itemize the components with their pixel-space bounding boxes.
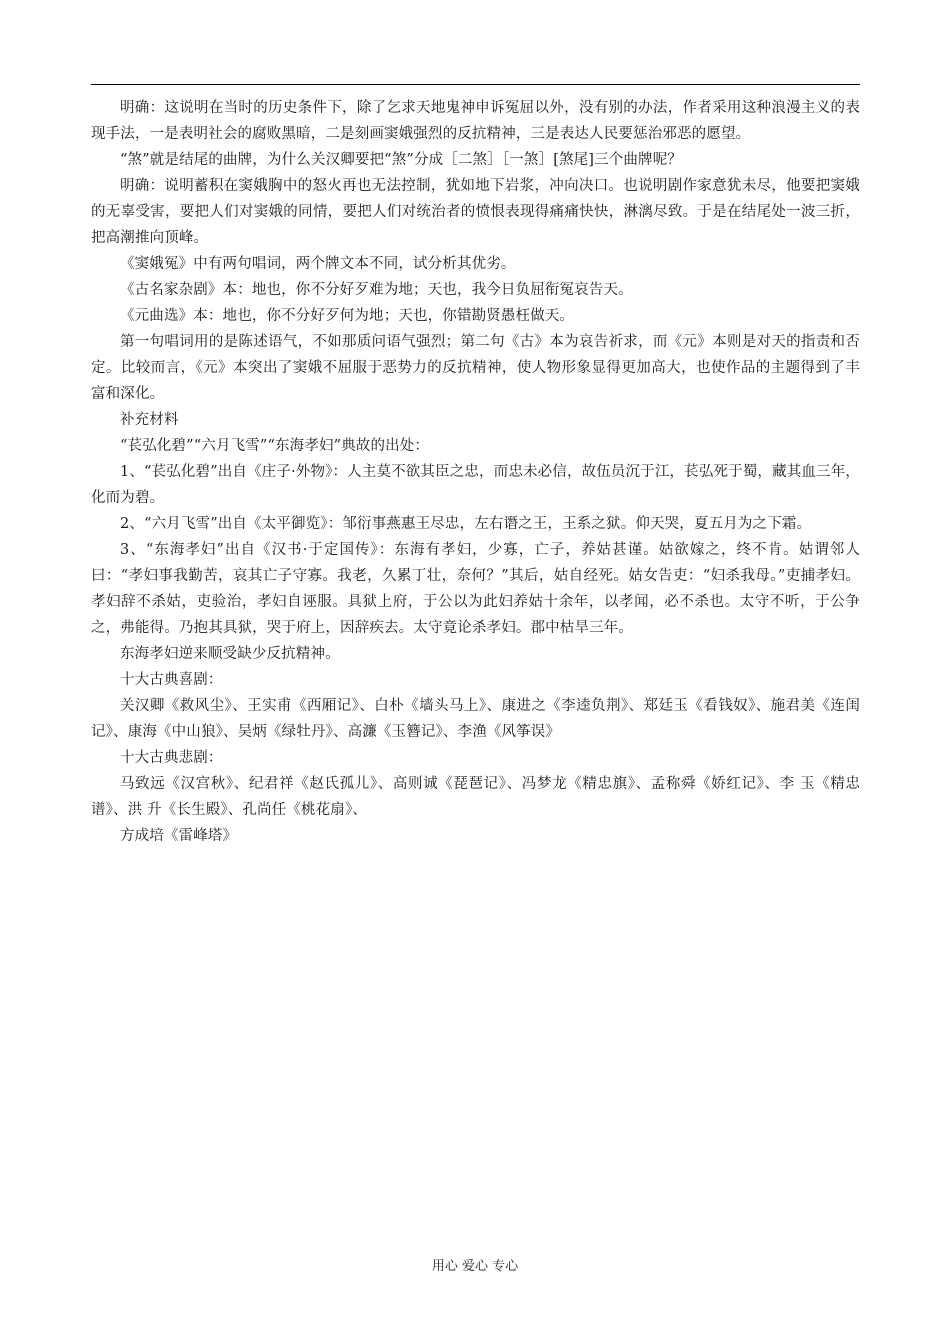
paragraph-analysis: 第一句唱词用的是陈述语气，不如那质问语气强烈；第二句《古》本为哀告祈求，而《元》本则是对天的指责和否定。比较而言，《元》本突出了窦娥不屈服于恶势力的反抗精神，使人物形象显得更加高大，也使作品的主题得到了丰富和深化。 xyxy=(91,334,860,402)
paragraph-filial-woman-note: 东海孝妇逆来顺受缺少反抗精神。 xyxy=(120,646,340,662)
section-heading-tragedies: 十大古典悲剧： xyxy=(120,750,223,766)
paragraph-allusion-2: 2、“六月飞雪”出自《太平御览》：邹衍事燕惠王尽忠，左右谮之王，王系之狱。仰天哭，夏五月为之下霜。 xyxy=(120,516,812,532)
paragraph-allusion-3: 3、“东海孝妇”出自《汉书·于定国传》：东海有孝妇，少寡，亡子，养姑甚谨。姑欲嫁之，终不肯。姑谓邻人曰：“孝妇事我勤苦，哀其亡子守寡。我老，久累丁壮，奈何？”其后，姑自经死。姑女告吏：“妇杀我母。”吏捕孝妇。孝妇辞不杀姑，吏验治，孝妇自诬服。具狱上府，于公以为此妇养姑十余年，以孝闻，必不杀也。太守不听，于公争之，弗能得。乃抱其具狱，哭于府上，因辞疾去。太守竟论杀孝妇。郡中枯旱三年。 xyxy=(91,542,860,636)
page-footer: 用心 爱心 专心 xyxy=(431,1259,519,1274)
paragraph-tragedies-last: 方成培《雷峰塔》 xyxy=(120,828,238,844)
header-rule xyxy=(91,84,860,85)
section-heading-supplement: 补充材料 xyxy=(120,412,179,428)
paragraph-answer-2: 明确：说明蓄积在窦娥胸中的怒火再也无法控制，犹如地下岩浆，冲向决口。也说明剧作家意犹未尽，他要把窦娥的无辜受害，要把人们对窦娥的同情，要把人们对统治者的愤恨表现得痛痛快快，淋漓尽致。于是在结尾处一波三折，把高潮推向顶峰。 xyxy=(91,178,860,246)
section-heading-comedies: 十大古典喜剧： xyxy=(120,672,223,688)
document-body xyxy=(91,95,860,849)
paragraph-version-yuanquxuan: 《元曲选》本：地也，你不分好歹何为地；天也，你错勘贤愚枉做天。 xyxy=(120,308,575,324)
paragraph-allusions-intro: “苌弘化碧”“六月飞雪”“东海孝妇”典故的出处： xyxy=(120,438,430,454)
paragraph-tragedies-list: 马致远《汉宫秋》、纪君祥《赵氏孤儿》、高则诚《琵琶记》、冯梦龙《精忠旗》、孟称舜《娇红记》、李 玉《精忠谱》、洪 升《长生殿》、孔尚任《桃花扇》、 xyxy=(91,776,860,818)
paragraph-answer-1: 明确：这说明在当时的历史条件下，除了乞求天地鬼神申诉冤屈以外，没有别的办法，作者采用这种浪漫主义的表现手法，一是表明社会的腐败黑暗，二是刻画窦娥强烈的反抗精神，三是表达人民要惩治邪恶的愿望。 xyxy=(91,100,860,142)
paragraph-question-lyrics: 《窦娥冤》中有两句唱词，两个牌文本不同，试分析其优劣。 xyxy=(120,256,516,272)
paragraph-comedies-list: 关汉卿《救风尘》、王实甫《西厢记》、白朴《墙头马上》、康进之《李逵负荆》、郑廷玉《看钱奴》、施君美《连闺记》、康海《中山狼》、吴炳《绿牡丹》、高濂《玉簪记》、李渔《风筝误》 xyxy=(91,698,860,740)
paragraph-question-sha: “煞”就是结尾的曲牌，为什么关汉卿要把“煞”分成［二煞］［一煞］[煞尾]三个曲牌呢？ xyxy=(120,152,683,168)
paragraph-version-gumingjia: 《古名家杂剧》本：地也，你不分好歹难为地；天也，我今日负屈衔冤哀告天。 xyxy=(120,282,633,298)
paragraph-allusion-1: 1、“苌弘化碧”出自《庄子·外物》：人主莫不欲其臣之忠，而忠未必信，故伍员沉于江，苌弘死于蜀，藏其血三年，化而为碧。 xyxy=(91,464,860,506)
